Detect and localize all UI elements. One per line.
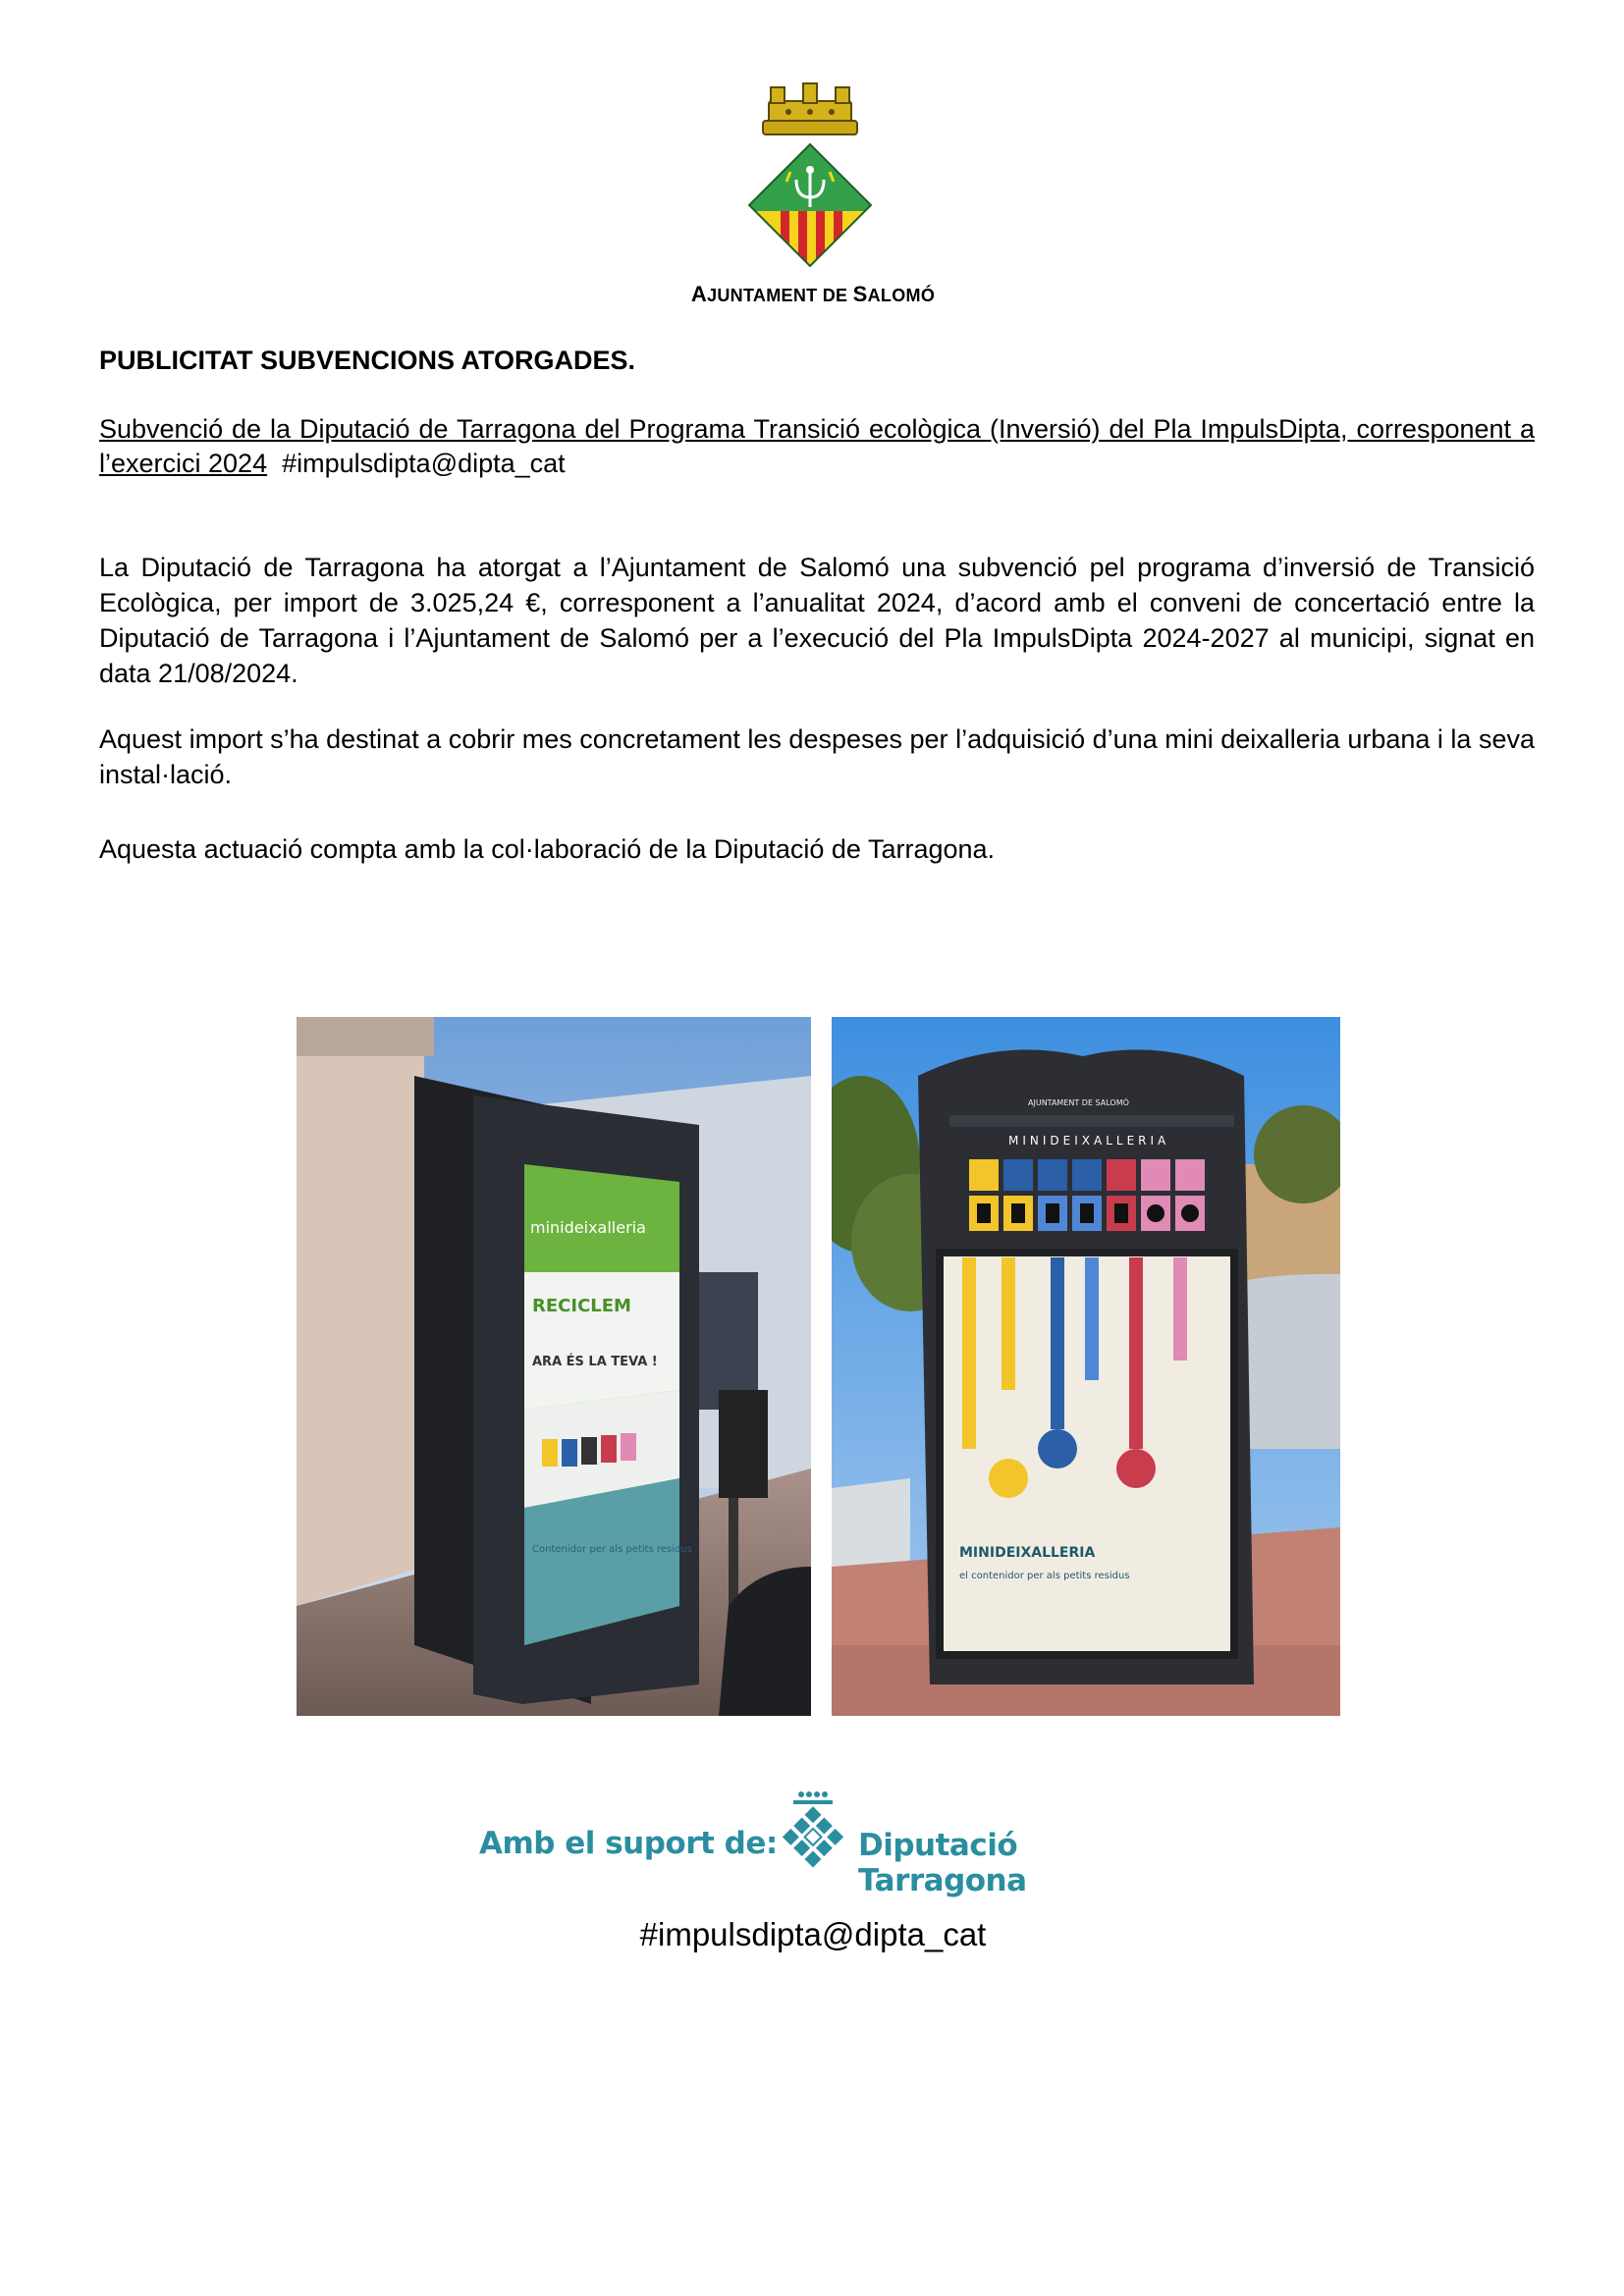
paragraph-collaboration: Aquesta actuació compta amb la col·laboració de la Diputació de Tarragona. [99, 834, 996, 864]
diputacio-tarragona-logo-icon [774, 1789, 852, 1887]
page-title: PUBLICITAT SUBVENCIONS ATORGADES. [99, 346, 636, 375]
paragraph-destination: Aquest import s’ha destinat a cobrir mes concretament les despeses per l’adquisició d’una mini deixalleria urbana i la seva instal·lació. [99, 724, 1535, 789]
subsidy-subtitle [99, 412, 1535, 481]
municipal-crest-logo [741, 74, 879, 270]
support-banner [479, 1789, 1166, 1898]
paragraph-grant: La Diputació de Tarragona ha atorgat a l’Ajuntament de Salomó una subvenció pel programa d’inversió de Transició Ecològica, per import de 3.025,24 €, corresponent a l’anualitat 2024, d’acord amb el conveni de concertació entre la Diputació de Tarragona i l’Ajuntament de Salomó per a l’execució del Pla ImpulsDipta 2024-2027 al municipi, signat en data 21/08/2024. [99, 553, 1535, 688]
photo1-word-reciclem: RECICLEM [532, 1296, 631, 1316]
photo1-word-contenidor: Contenidor per als petits residus [532, 1544, 692, 1555]
photo2-header-band: MINIDEIXALLERIA [1008, 1134, 1170, 1148]
photo-minideixalleria-side [297, 1017, 811, 1716]
organization-name: AJUNTAMENT DE SALOMÓ [690, 282, 936, 306]
crown-icon [763, 83, 857, 134]
subtitle-hashtag: #impulsdipta@dipta_cat [282, 449, 566, 478]
diputacio-tarragona-name: Diputació Tarragona [858, 1828, 1027, 1898]
photo1-word-ara: ARA ÉS LA TEVA ! [532, 1355, 658, 1369]
subsidy-subtitle-text: Subvenció de la Diputació de Tarragona del Programa Transició ecològica (Inversió) del Pla ImpulsDipta, corresponent a l’exercici 2024 [99, 414, 1535, 478]
photo2-panel-sub: el contenidor per als petits residus [959, 1571, 1130, 1581]
footer-hashtag: #impulsdipta@dipta_cat [639, 1916, 987, 1952]
support-label: Amb el suport de: [479, 1826, 778, 1861]
photo2-panel-title: MINIDEIXALLERIA [959, 1545, 1096, 1561]
photo1-word-minideixalleria: minideixalleria [530, 1218, 646, 1237]
shield-icon [741, 142, 879, 270]
photo-minideixalleria-front [832, 1017, 1340, 1716]
photo2-header-small: AJUNTAMENT DE SALOMÓ [1028, 1098, 1129, 1107]
